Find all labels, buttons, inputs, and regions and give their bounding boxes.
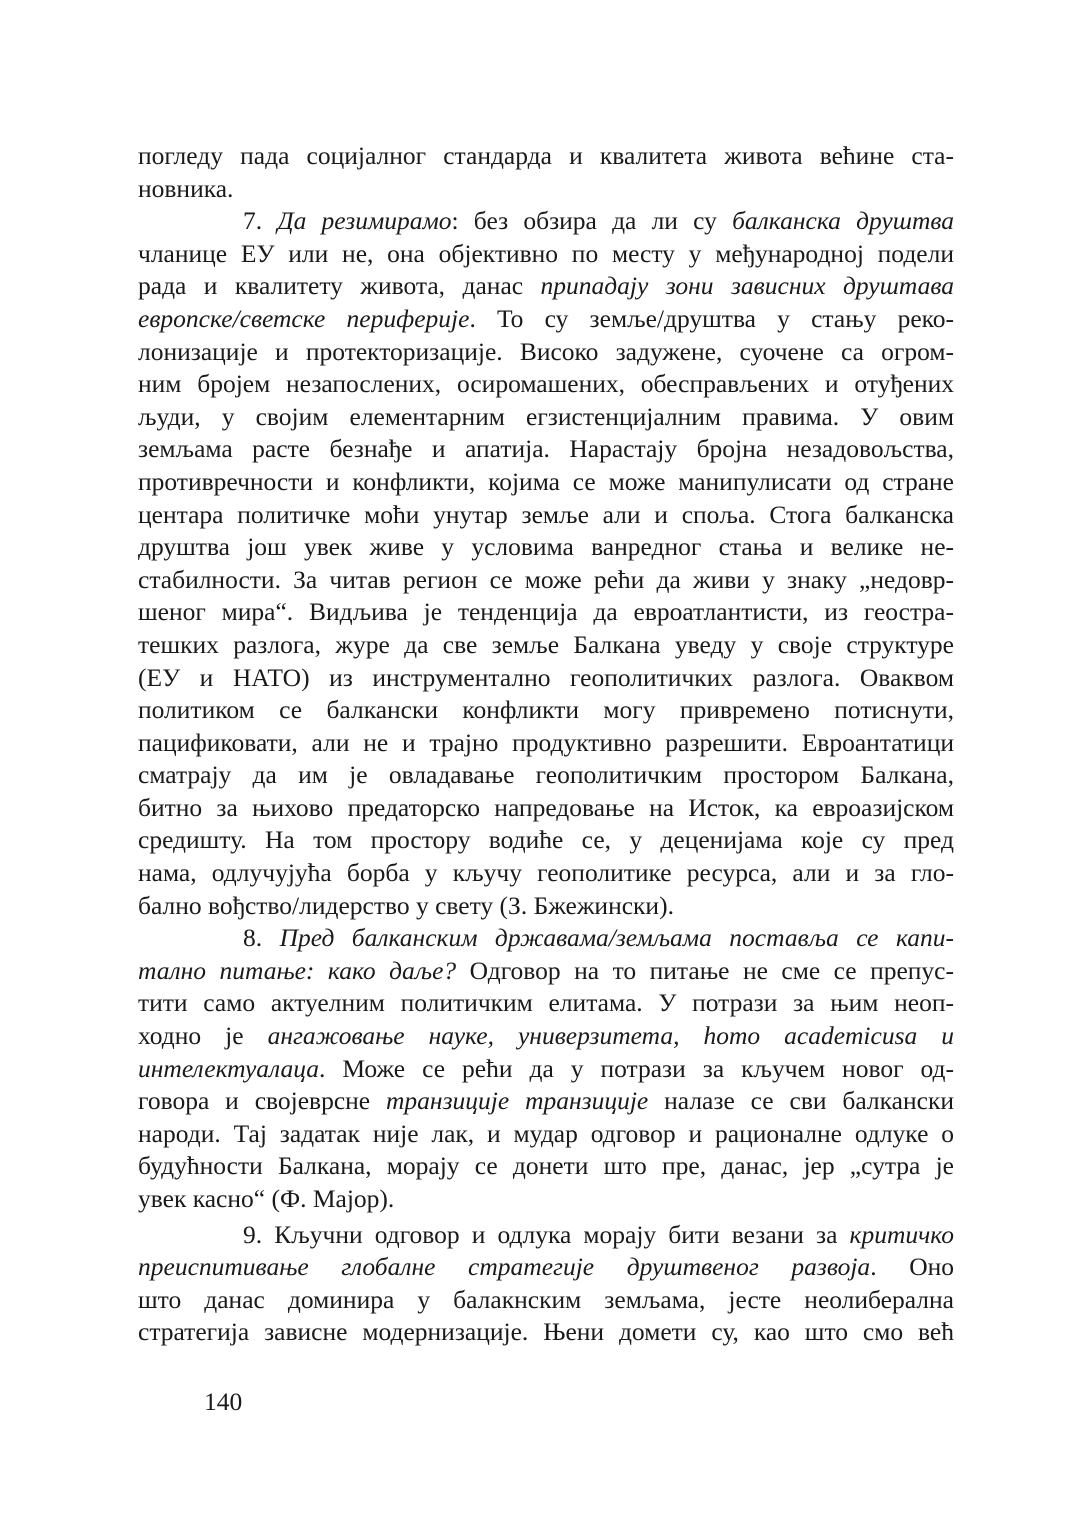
italic-text: критичко bbox=[849, 1219, 954, 1249]
text-line bbox=[138, 922, 954, 955]
body-text bbox=[138, 140, 954, 1349]
italic-text: тално питање: како даље? bbox=[138, 955, 457, 985]
text-segment: друштва још увек живе у условима ванредног стања и велике не- bbox=[138, 532, 954, 562]
italic-text: преиспитивање глобалне стратегије друштвеног развоја bbox=[138, 1252, 871, 1282]
text-line bbox=[138, 238, 954, 271]
text-line bbox=[138, 564, 954, 597]
text-line bbox=[138, 336, 954, 369]
text-line bbox=[138, 1085, 954, 1118]
text-line bbox=[138, 987, 954, 1020]
text-line bbox=[138, 1118, 954, 1151]
italic-text: транзиције транзиције bbox=[386, 1086, 649, 1116]
italic-text: интелектуалаца bbox=[138, 1053, 320, 1083]
text-segment: људи, у својим елементарним егзистенцијалним правима. У овим bbox=[138, 401, 954, 431]
text-line bbox=[138, 531, 954, 564]
text-line bbox=[138, 596, 954, 629]
italic-text: европске/светске периферије bbox=[138, 303, 470, 333]
text-segment: центара политичке моћи унутар земље али и споља. Стога балканска bbox=[138, 499, 954, 529]
text-line bbox=[138, 1251, 954, 1284]
text-segment: новника. bbox=[138, 173, 234, 203]
text-segment: 7. bbox=[243, 206, 278, 236]
text-segment: политиком се балкански конфликти могу привремено потиснути, bbox=[138, 695, 954, 725]
text-segment: 8. bbox=[243, 923, 280, 953]
text-segment: нама, одлучујућа борба у кључу геополитике ресурса, али и за гло- bbox=[138, 858, 954, 888]
text-line bbox=[138, 1284, 954, 1317]
text-segment: увек касно“ (Ф. Мајор). bbox=[138, 1184, 395, 1213]
page-number: 140 bbox=[204, 1387, 243, 1416]
italic-text: балканска друштва bbox=[732, 206, 955, 236]
text-line bbox=[138, 759, 954, 792]
italic-text: Да резимирамо bbox=[277, 206, 452, 236]
text-line bbox=[138, 824, 954, 857]
text-segment: сматрају да им је овладавање геополитичким простором Балкана, bbox=[138, 760, 954, 790]
text-line bbox=[138, 368, 954, 401]
text-line bbox=[138, 857, 954, 890]
text-segment: . То су земље/друштва у стању реко- bbox=[469, 303, 954, 333]
text-line bbox=[138, 694, 954, 727]
text-line bbox=[138, 1316, 954, 1349]
text-segment: стратегија зависне модернизације. Њени домети су, као што смо већ bbox=[138, 1317, 954, 1347]
text-line bbox=[138, 1183, 954, 1216]
text-line bbox=[138, 499, 954, 532]
text-segment: (ЕУ и НАТО) из инструментално геополитичких разлога. Оваквом bbox=[138, 662, 954, 692]
text-line bbox=[138, 955, 954, 988]
text-line bbox=[138, 205, 954, 238]
text-segment: говора и својеврсне bbox=[138, 1086, 387, 1116]
text-line bbox=[138, 173, 954, 206]
text-segment: . Може се рећи да у потрази за кључем новог од- bbox=[319, 1053, 954, 1083]
text-line bbox=[138, 303, 954, 336]
text-segment: противречности и конфликти, којима се може манипулисати од стране bbox=[138, 466, 954, 496]
text-segment: рада и квалитету живота, данас bbox=[138, 271, 541, 301]
italic-text: припадају зони зависних друштава bbox=[540, 271, 954, 301]
text-segment: тити само актуелним политичким елитама. У потрази за њим неоп- bbox=[138, 988, 954, 1018]
italic-text: ангажовање науке, универзитета, homo academicusa и bbox=[267, 1021, 954, 1051]
italic-text: Пред балканским државама/земљама поставља се капи- bbox=[279, 923, 954, 953]
text-line bbox=[138, 1150, 954, 1183]
text-segment: лонизације и протекторизације. Високо задужене, суочене са огром- bbox=[138, 336, 954, 366]
text-line bbox=[138, 792, 954, 825]
text-segment: пацификовати, али не и трајно продуктивно разрешити. Евроантатици bbox=[138, 727, 954, 757]
text-line bbox=[138, 629, 954, 662]
text-segment: ходно је bbox=[138, 1021, 268, 1051]
text-segment: тешких разлога, журе да све земље Балкана уведу у своје структуре bbox=[138, 629, 954, 659]
text-segment: стабилности. За читав регион се може рећи да живи у знаку „недовр- bbox=[138, 564, 954, 594]
text-segment: ним бројем незапослених, осиромашених, обесправљених и отуђених bbox=[138, 369, 954, 399]
text-line bbox=[138, 727, 954, 760]
text-segment: чланице ЕУ или не, она објективно по месту у међународној подели bbox=[138, 238, 954, 268]
text-line bbox=[138, 1219, 954, 1252]
text-segment: будућности Балкана, морају се донети што пре, данас, јер „сутра је bbox=[138, 1151, 954, 1181]
text-line bbox=[138, 890, 954, 923]
text-segment: . Оно bbox=[870, 1252, 955, 1282]
text-line bbox=[138, 466, 954, 499]
text-line bbox=[138, 270, 954, 303]
text-segment: налазе се сви балкански bbox=[648, 1086, 954, 1116]
text-line bbox=[138, 1053, 954, 1086]
text-segment: погледу пада социјалног стандарда и квалитета живота већине ста- bbox=[138, 141, 954, 170]
text-segment: народи. Тај задатак није лак, и мудар одговор и рационалне одлуке о bbox=[138, 1118, 954, 1148]
text-line bbox=[138, 1020, 954, 1053]
text-line bbox=[138, 662, 954, 695]
text-segment: : без обзира да ли су bbox=[451, 206, 733, 236]
text-segment: 9. Кључни одговор и одлука морају бити везани за bbox=[243, 1219, 850, 1249]
text-segment: земљама расте безнађе и апатија. Нарастају бројна незадовољства, bbox=[138, 434, 954, 464]
text-line bbox=[138, 401, 954, 434]
text-segment: бално вођство/лидерство у свету (З. Бжежински). bbox=[138, 890, 674, 920]
text-segment: битно за њихово предаторско напредовање на Исток, ка евроазијском bbox=[138, 792, 954, 822]
text-segment: шеног мира“. Видљива је тенденција да евроатлантисти, из геостра- bbox=[138, 597, 954, 627]
text-segment: што данас доминира у балакнским земљама, јесте неолиберална bbox=[138, 1284, 954, 1314]
text-line bbox=[138, 433, 954, 466]
text-segment: Одговор на то питање не сме се препус- bbox=[456, 955, 954, 985]
text-segment: средишту. На том простору водиће се, у деценијама које су пред bbox=[138, 825, 954, 855]
text-line bbox=[138, 140, 954, 173]
